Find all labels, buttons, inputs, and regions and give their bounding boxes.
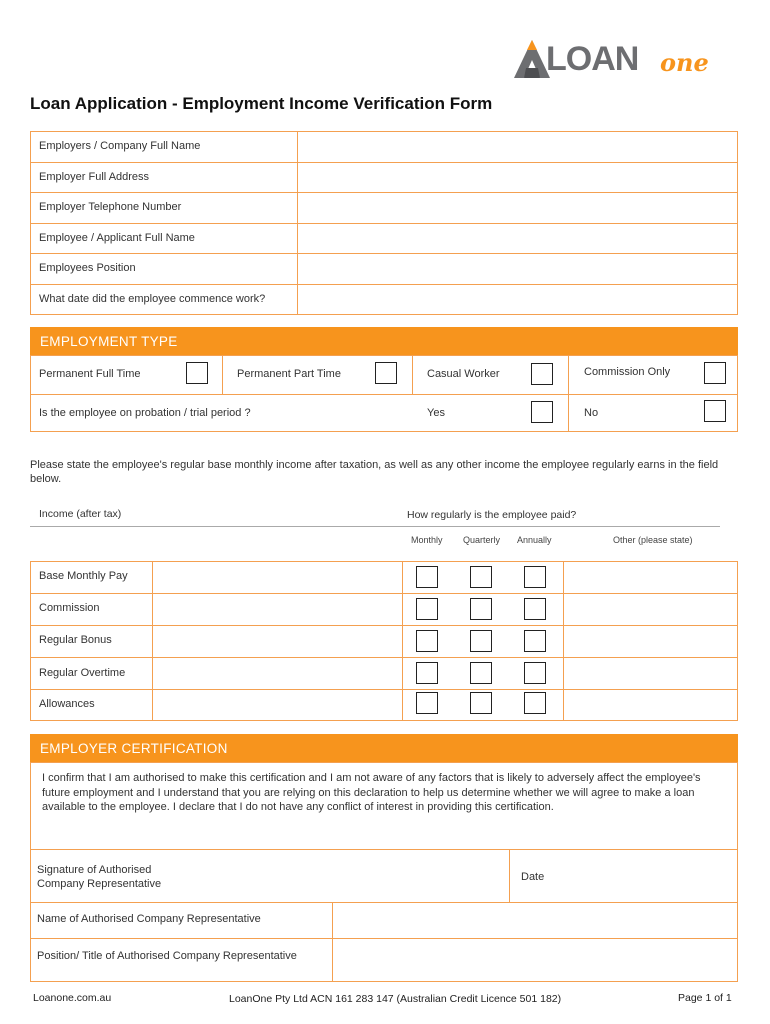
allowances-monthly-checkbox[interactable] (416, 692, 438, 714)
casual-worker-label: Casual Worker (427, 368, 500, 380)
commission-only-label: Commission Only (584, 366, 671, 378)
certification-text: I confirm that I am authorised to make this certification and I am not aware of any factors that is likely to adversely affect the employee's future employment and I understand that you are relying on this declaration to help us determine whether we will agree to make a loan available to the employee. I declare that I do not have any conflict of interest in providing this certification. (42, 772, 701, 813)
representative-position-field[interactable] (333, 939, 737, 981)
commission-only-checkbox[interactable] (704, 362, 726, 384)
commission-quarterly-checkbox[interactable] (470, 598, 492, 620)
bonus-annually-checkbox[interactable] (524, 630, 546, 652)
signature-field[interactable] (200, 850, 508, 902)
logo (512, 36, 722, 86)
base-pay-amount-field[interactable] (153, 562, 401, 593)
bonus-monthly-checkbox[interactable] (416, 630, 438, 652)
commence-date-label: What date did the employee commence work? (39, 293, 266, 305)
employee-position-label: Employees Position (39, 262, 136, 274)
allowances-amount-field[interactable] (153, 690, 401, 721)
permanent-part-time-checkbox[interactable] (375, 362, 397, 384)
probation-no-label: No (584, 407, 599, 419)
frequency-column-header: How regularly is the employee paid? (407, 509, 577, 521)
date-label: Date (521, 871, 545, 883)
casual-worker-checkbox[interactable] (531, 363, 553, 385)
base-pay-quarterly-checkbox[interactable] (470, 566, 492, 588)
probation-yes-label: Yes (427, 407, 445, 419)
income-instructions: Please state the employee's regular base monthly income after taxation, as well as any other income the employee regularly earns in the field below. (30, 459, 719, 485)
signature-label-line-1: Signature of Authorised (37, 864, 152, 876)
income-row-label: Commission (39, 602, 100, 614)
commission-amount-field[interactable] (153, 594, 401, 625)
probation-yes-checkbox[interactable] (531, 401, 553, 423)
overtime-monthly-checkbox[interactable] (416, 662, 438, 684)
bonus-amount-field[interactable] (153, 626, 401, 657)
employee-position-field[interactable] (298, 254, 737, 284)
commission-annually-checkbox[interactable] (524, 598, 546, 620)
income-row-label: Allowances (39, 698, 95, 710)
income-row-label: Regular Bonus (39, 634, 112, 646)
base-pay-annually-checkbox[interactable] (524, 566, 546, 588)
employer-name-field[interactable] (298, 132, 737, 162)
probation-question: Is the employee on probation / trial period ? (39, 407, 251, 419)
applicant-name-label: Employee / Applicant Full Name (39, 232, 195, 244)
footer-company-info: LoanOne Pty Ltd ACN 161 283 147 (Australian Credit Licence 501 182) (229, 993, 562, 1005)
allowances-annually-checkbox[interactable] (524, 692, 546, 714)
income-column-header: Income (after tax) (39, 508, 122, 520)
employer-name-label: Employers / Company Full Name (39, 140, 201, 152)
probation-no-checkbox[interactable] (704, 400, 726, 422)
freq-other-header: Other (please state) (613, 535, 693, 545)
freq-monthly-header: Monthly (411, 535, 443, 545)
allowances-other-field[interactable] (564, 690, 737, 721)
income-row-label: Base Monthly Pay (39, 570, 128, 582)
signature-label-line-2: Company Representative (37, 878, 162, 890)
freq-annually-header: Annually (517, 535, 552, 545)
employer-certification-heading: EMPLOYER CERTIFICATION (30, 734, 738, 762)
overtime-annually-checkbox[interactable] (524, 662, 546, 684)
form-title: Loan Application - Employment Income Verification Form (30, 94, 493, 113)
permanent-full-time-label: Permanent Full Time (39, 368, 141, 380)
commence-date-field[interactable] (298, 285, 737, 315)
permanent-part-time-label: Permanent Part Time (237, 368, 341, 380)
employment-type-heading: EMPLOYMENT TYPE (30, 327, 738, 355)
income-row-label: Regular Overtime (39, 667, 126, 679)
overtime-other-field[interactable] (564, 658, 737, 689)
base-pay-other-field[interactable] (564, 562, 737, 593)
logo-accent-text: one (660, 48, 709, 77)
commission-monthly-checkbox[interactable] (416, 598, 438, 620)
permanent-full-time-checkbox[interactable] (186, 362, 208, 384)
representative-name-field[interactable] (333, 903, 737, 938)
employer-address-label: Employer Full Address (39, 171, 150, 183)
employer-phone-label: Employer Telephone Number (39, 201, 182, 213)
allowances-quarterly-checkbox[interactable] (470, 692, 492, 714)
logo-text: LOAN (546, 40, 639, 78)
overtime-quarterly-checkbox[interactable] (470, 662, 492, 684)
applicant-name-field[interactable] (298, 224, 737, 253)
freq-quarterly-header: Quarterly (463, 535, 501, 545)
employer-phone-field[interactable] (298, 193, 737, 223)
overtime-amount-field[interactable] (153, 658, 401, 689)
employer-address-field[interactable] (298, 163, 737, 192)
bonus-other-field[interactable] (564, 626, 737, 657)
base-pay-monthly-checkbox[interactable] (416, 566, 438, 588)
commission-other-field[interactable] (564, 594, 737, 625)
representative-position-label: Position/ Title of Authorised Company Representative (37, 950, 297, 962)
footer-website[interactable]: Loanone.com.au (33, 992, 112, 1004)
footer-page-number: Page 1 of 1 (678, 992, 732, 1004)
representative-name-label: Name of Authorised Company Representative (37, 913, 261, 925)
bonus-quarterly-checkbox[interactable] (470, 630, 492, 652)
date-field[interactable] (570, 850, 737, 902)
